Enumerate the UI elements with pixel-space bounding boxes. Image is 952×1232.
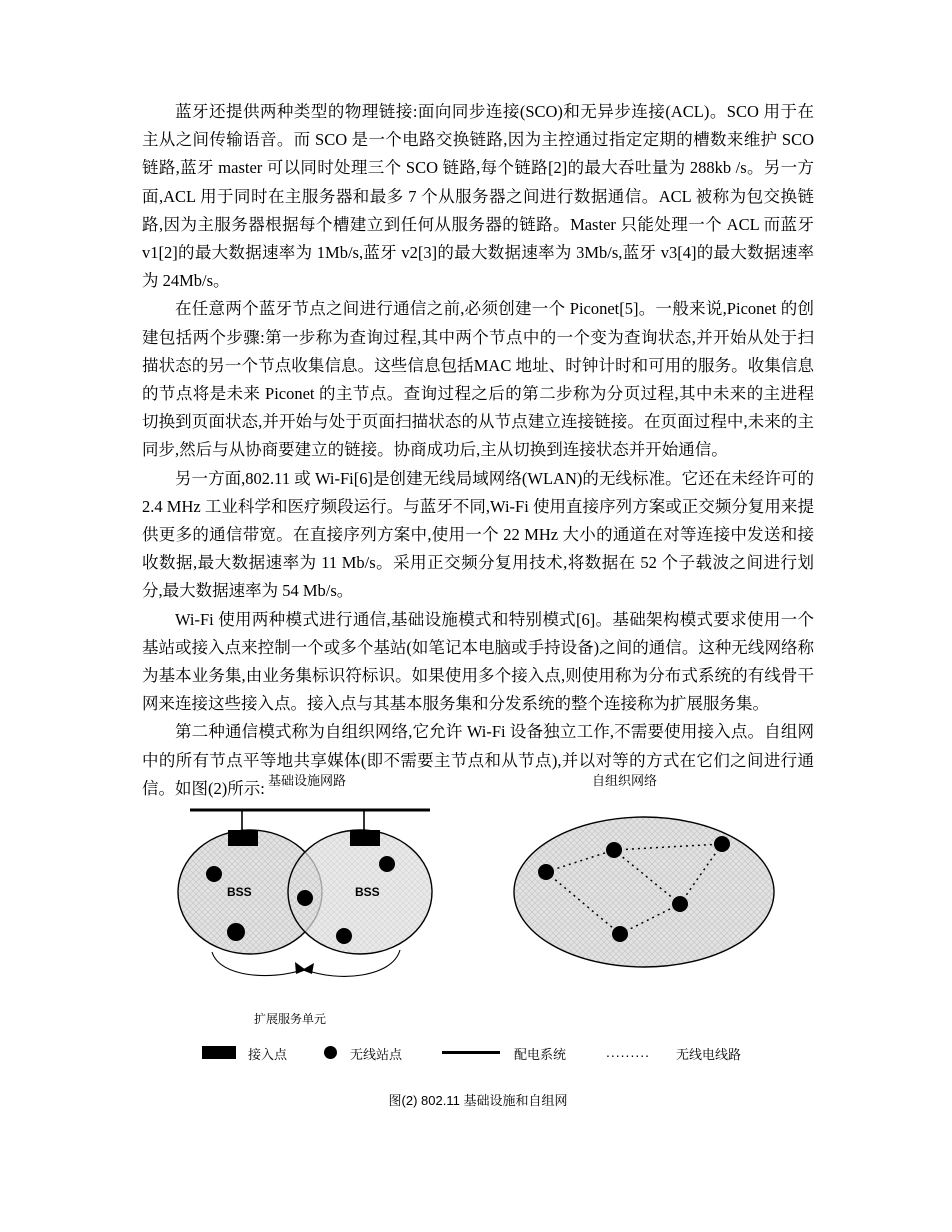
adhoc-node-3 (714, 836, 730, 852)
station-left-2 (227, 923, 245, 941)
adhoc-node-4 (672, 896, 688, 912)
adhoc-network (514, 817, 774, 967)
station-right-1 (379, 856, 395, 872)
legend-label-distribution: 配电系统 (514, 1047, 567, 1062)
station-icon (324, 1046, 337, 1059)
figure-label-adhoc: 自组织网络 (592, 773, 658, 788)
legend-label-station: 无线站点 (350, 1047, 403, 1062)
figure-legend (202, 1042, 814, 1066)
figure-2 (142, 770, 814, 1110)
legend-label-wireless: 无线电线路 (676, 1047, 742, 1062)
network-diagram (142, 792, 814, 992)
wired-line-icon (442, 1051, 500, 1054)
wireless-dots-icon: ......... (606, 1044, 651, 1060)
station-overlap (297, 890, 313, 906)
bss-left-label: BSS (227, 885, 252, 899)
paragraph-4: Wi-Fi 使用两种模式进行通信,基础设施模式和特别模式[6]。基础架构模式要求使用一个基站或接入点来控制一个或多个基站(如笔记本电脑或手持设备)之间的通信。这种无线网络称为基本业务集,由业务集标识符标识。如果使用多个接入点,则使用称为分布式系统的有线骨干网来连接这些接入点。接入点与其基本服务集和分发系统的整个连接称为扩展服务集。 (142, 609, 814, 714)
infrastructure-network (178, 810, 432, 976)
paragraph-3: 另一方面,802.11 或 Wi-Fi[6]是创建无线局域网络(WLAN)的无线标准。它还在未经许可的 2.4 MHz 工业科学和医疗频段运行。与蓝牙不同,Wi-Fi 使用直接序列方案或正交频分复用来提供更多的通信带宽。在直接序列方案中,使用一个 22 MHz 大小的通道在对等连接中发送和接收数据,最大数据速率为 11 Mb/s。采用正交频分复用技术,将数据在 52 个子载波之间进行划分,最大数据速率为 54 Mb/s。 (142, 468, 814, 601)
station-right-2 (336, 928, 352, 944)
access-point-icon (202, 1046, 236, 1059)
paragraph-1: 蓝牙还提供两种类型的物理链接:面向同步连接(SCO)和无异步连接(ACL)。SCO 用于在主从之间传输语音。而 SCO 是一个电路交换链路,因为主控通过指定定期的槽数来维护 SCO 链路,蓝牙 master 可以同时处理三个 SCO 链路,每个链路[2]的最大吞吐量为 288kb /s。另一方面,ACL 用于同时在主服务器和最多 7 个从服务器之间进行数据通信。ACL 被称为包交换链路,因为主服务器根据每个槽建立到任何从服务器的链路。Master 只能处理一个 ACL 而蓝牙 v1[2]的最大数据速率为 1Mb/s,蓝牙 v2[3]的最大数据速率为 3Mb/s,蓝牙 v3[4]的最大数据速率为 24Mb/s。 (142, 102, 814, 291)
paragraph-5: 第二种通信模式称为自组织网络,它允许 Wi-Fi 设备独立工作,不需要使用接入点。自组网中的所有节点平等地共享媒体(即不需要主节点和从节点),并以对等的方式在它们之间进行通信。如图(2)所示: (142, 722, 814, 798)
access-point-right (350, 830, 380, 846)
ess-label: 扩展服务单元 (254, 1012, 327, 1026)
station-left-1 (206, 866, 222, 882)
body-text (142, 98, 814, 803)
adhoc-ellipse (514, 817, 774, 967)
adhoc-node-2 (606, 842, 622, 858)
paragraph-2: 在任意两个蓝牙节点之间进行通信之前,必须创建一个 Piconet[5]。一般来说,Piconet 的创建包括两个步骤:第一步称为查询过程,其中两个节点中的一个变为查询状态,并开始从处于扫描状态的另一个节点收集信息。这些信息包括MAC 地址、时钟计时和可用的服务。收集信息的节点将是未来 Piconet 的主节点。查询过程之后的第二步称为分页过程,其中未来的主进程切换到页面状态,并开始与处于页面扫描状态的从节点建立连接链接。在页面过程中,未来的主同步,然后与从协商要建立的链接。协商成功后,主从切换到连接状态并开始通信。 (142, 299, 814, 460)
figure-label-infrastructure: 基础设施网路 (268, 773, 347, 788)
figure-caption: 图(2) 802.11 基础设施和自组网 (388, 1093, 568, 1108)
legend-label-access-point: 接入点 (248, 1047, 288, 1062)
bss-right-label: BSS (355, 885, 380, 899)
ess-arrow-left (212, 952, 302, 976)
adhoc-node-1 (538, 864, 554, 880)
adhoc-node-5 (612, 926, 628, 942)
access-point-left (228, 830, 258, 846)
ess-arrowhead-right (295, 962, 306, 974)
